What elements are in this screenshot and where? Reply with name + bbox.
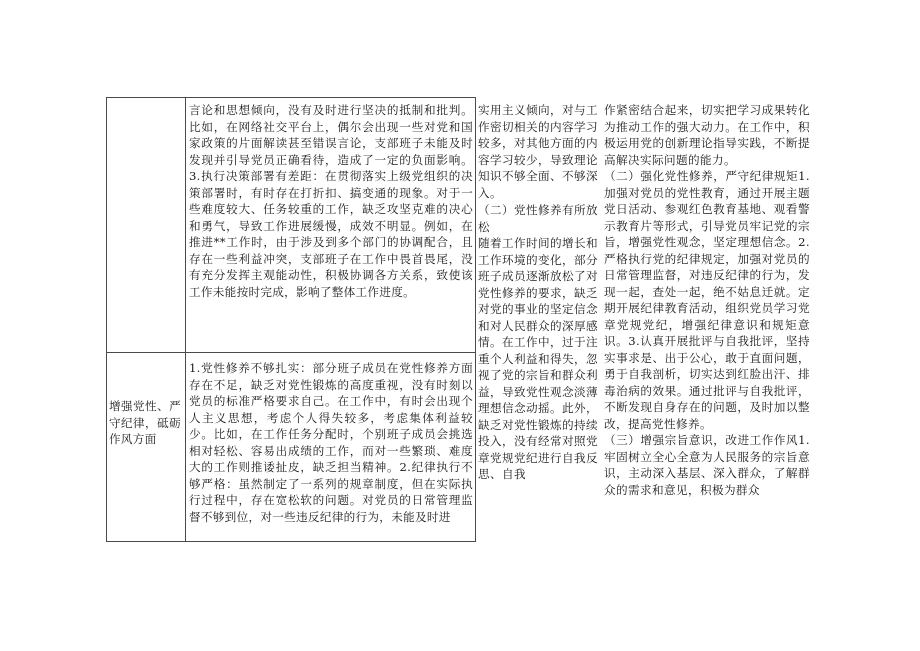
middle-section-heading: （二）党性修养有所放松 xyxy=(478,203,598,234)
middle-text-column xyxy=(478,102,598,483)
right-text-column xyxy=(604,102,810,498)
middle-paragraph-2: 随着工作时间的增长和工作环境的变化，部分班子成员逐渐放松了对党性修养的要求，缺乏对党的事业的坚定信念和对人民群众的深厚感情。在工作中，过于注重个人利益和得失，忽视了党的宗旨和群众利益，导致党性观念淡薄理想信念动摇。此外，缺乏对党性锻炼的持续投入，没有经常对照党章党规党纪进行自我反思、自我 xyxy=(478,236,598,481)
table-row2-content: 1.党性修养不够扎实：部分班子成员在党性修养方面存在不足，缺乏对党性锻炼的高度重视，没有时刻以党员的标准严格要求自己。在工作中，有时会出现个人主义思想，考虑个人得失较多，考虑集体利益较少。比如，在工作任务分配时，个别班子成员会挑选相对轻松、容易出成绩的工作，而对一些繁琐、难度大的工作则推诿扯皮，缺乏担当精神。2.纪律执行不够严格：虽然制定了一系列的规章制度，但在实际执行过程中，存在宽松软的问题。对党员的日常管理监督不够到位，对一些违反纪律的行为，未能及时进 xyxy=(189,361,473,524)
table-row1-content: 言论和思想倾向，没有及时进行坚决的抵制和批判。比如，在网络社交平台上，偶尔会出现一些对党和国家政策的片面解读甚至错误言论，支部班子未能及时发现并引导党员正确看待，造成了一定的负面影响。3.执行决策部署有差距：在贯彻落实上级党组织的决策部署时，有时存在打折扣、搞变通的现象。对于一些难度较大、任务较重的工作，缺乏攻坚克难的决心和勇气，导致工作进展缓慢，成效不明显。例如，在推进**工作时，由于涉及到多个部门的协调配合，且存在一些利益冲突，支部班子在工作中畏首畏尾，没有充分发挥主观能动性，积极协调各方关系，致使该工作未能按时完成，影响了整体工作进度。 xyxy=(189,103,473,299)
right-paragraph-2: （二）强化党性修养，严守纪律规矩1.加强对党员的党性教育，通过开展主题党日活动、参观红色教育基地、观看警示教育片等形式，引导党员牢记党的宗旨，增强党性观念，坚定理想信念。2.严格执行党的纪律规定，加强对党员的日常管理监督，对违反纪律的行为，发现一起，查处一起，绝不姑息迁就。定期开展纪律教育活动，组织党员学习党章党规党纪，增强纪律意识和规矩意识。3.认真开展批评与自我批评，坚持实事求是、出于公心，敢于直面问题，勇于自我剖析，切实达到红脸出汗、排毒治病的效果。通过批评与自我批评，不断发现自身存在的问题，及时加以整改，提高党性修养。 xyxy=(604,169,810,431)
table-row-divider xyxy=(107,352,475,353)
right-paragraph-1: 作紧密结合起来，切实把学习成果转化为推动工作的强大动力。在工作中，积极运用党的创新理论指导实践，不断提高解决实际问题的能力。 xyxy=(604,103,810,167)
assessment-table xyxy=(106,97,476,542)
table-column-divider xyxy=(185,98,186,541)
table-row2-label: 增强党性、严守纪律，砥砺作风方面 xyxy=(109,399,181,446)
middle-paragraph-1: 实用主义倾向，对与工作密切相关的内容学习较多，对其他方面的内容学习较少，导致理论知识不够全面、不够深入。 xyxy=(478,103,598,200)
right-paragraph-3: （三）增强宗旨意识，改进工作作风1.牢固树立全心全意为人民服务的宗旨意识，主动深入基层、深入群众，了解群众的需求和意见，积极为群众 xyxy=(604,433,810,497)
